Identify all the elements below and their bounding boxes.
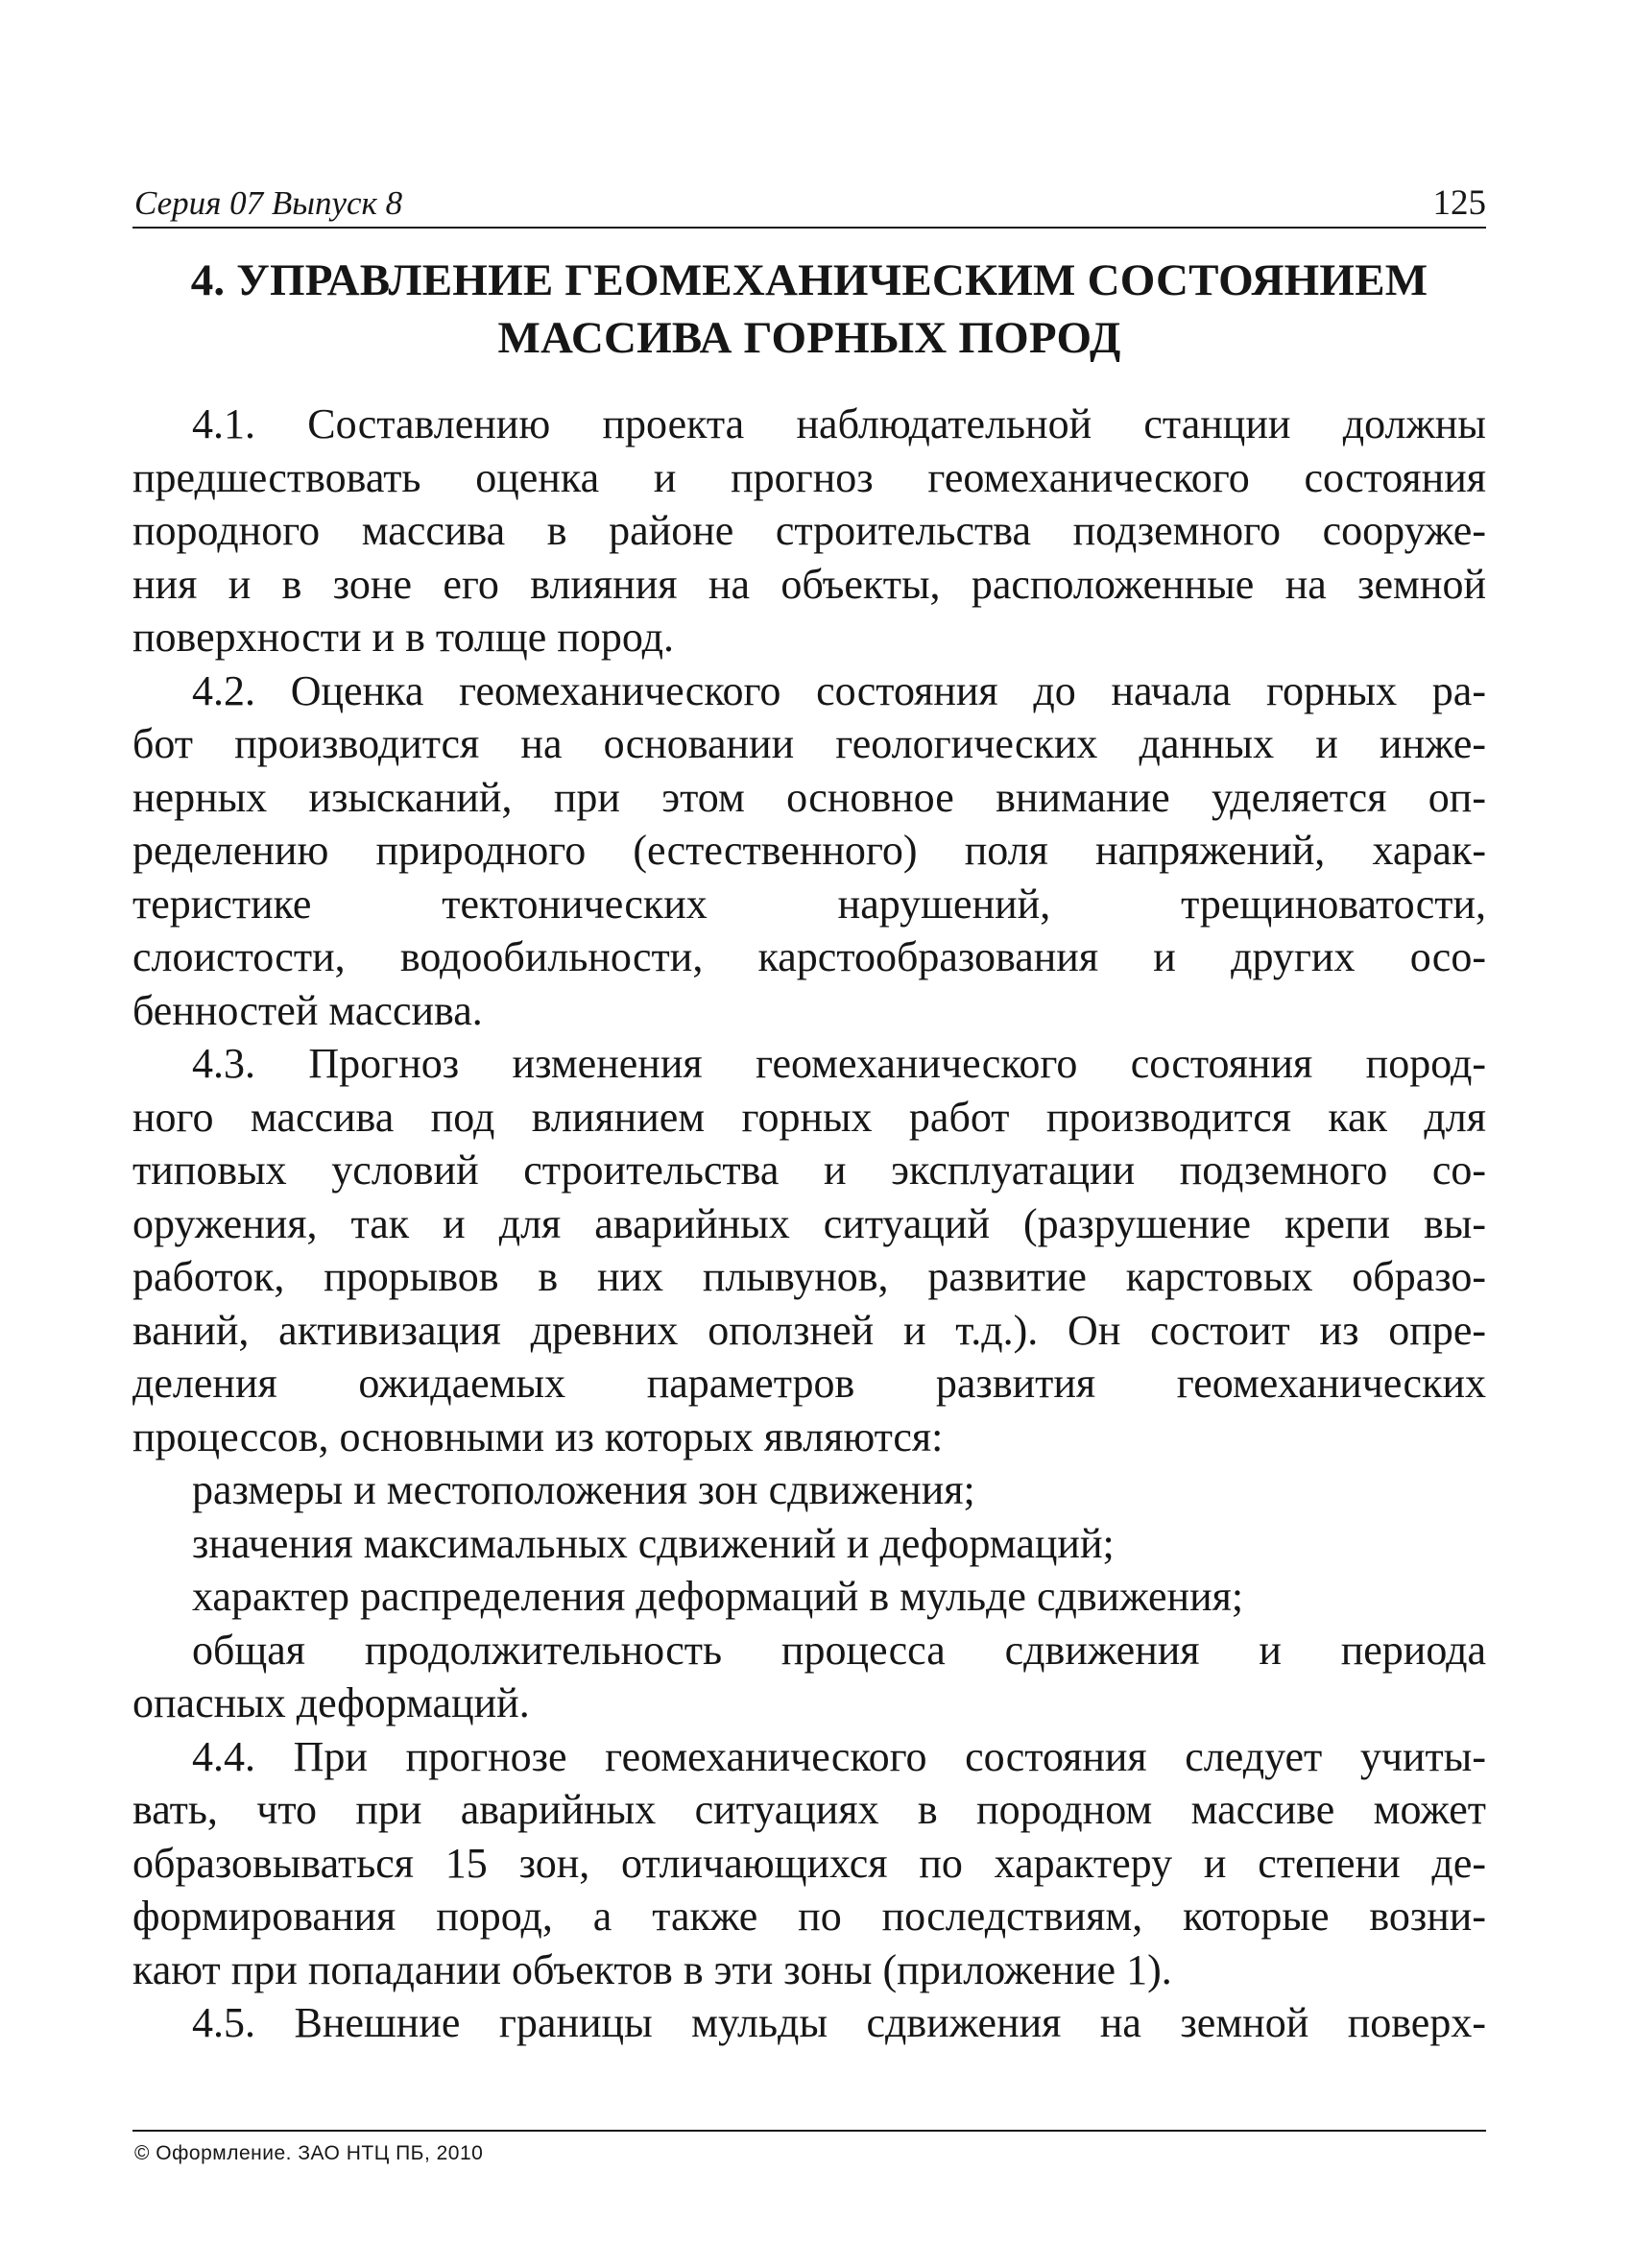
text-line: процессов, основными из которых являются:: [132, 1412, 944, 1460]
section-title: [132, 252, 1486, 367]
text-line: 4.3. Прогноз изменения геомеханического состояния пород-: [192, 1040, 1486, 1087]
text-line: 4.2. Оценка геомеханического состояния до начала горных ра-: [192, 666, 1486, 714]
text-line: ределению природного (естественного) поля напряжений, харак-: [132, 827, 1486, 874]
list-item: общая продолжительность процесса сдвижения и периода: [192, 1626, 1486, 1674]
paragraph-4-2: [132, 664, 1486, 1038]
paragraph-4-5: [132, 1996, 1486, 2050]
text-line: 4.5. Внешние границы мульды сдвижения на земной поверх-: [192, 1999, 1486, 2046]
text-line: нерных изысканий, при этом основное внимание уделяется оп-: [132, 773, 1486, 821]
text-line: формирования пород, а также по последствиям, которые возни-: [132, 1893, 1486, 1940]
forecast-parameters-list: [132, 1463, 1486, 1730]
section-title-line-1: 4. УПРАВЛЕНИЕ ГЕОМЕХАНИЧЕСКИМ СОСТОЯНИЕМ: [190, 255, 1428, 305]
text-line: образовываться 15 зон, отличающихся по характеру и степени де-: [132, 1839, 1486, 1887]
text-line: работок, прорывов в них плывунов, развитие карстовых образо-: [132, 1253, 1486, 1300]
list-item: размеры и местоположения зон сдвижения;: [192, 1466, 975, 1513]
list-item: значения максимальных сдвижений и деформаций;: [192, 1519, 1115, 1567]
text-line: ного массива под влиянием горных работ производится как для: [132, 1093, 1486, 1141]
section-title-line-2: МАССИВА ГОРНЫХ ПОРОД: [497, 313, 1121, 363]
copyright-notice: © Оформление. ЗАО НТЦ ПБ, 2010: [134, 2142, 484, 2164]
paragraph-4-1: [132, 398, 1486, 664]
list-item: характер распределения деформаций в мульде сдвижения;: [192, 1573, 1244, 1620]
text-line: кают при попадании объектов в эти зоны (приложение 1).: [132, 1945, 1172, 1993]
text-line: бот производится на основании геологических данных и инже-: [132, 720, 1486, 767]
page-footer: [132, 2130, 1486, 2164]
text-line: бенностей массива.: [132, 986, 483, 1034]
list-item-continuation: опасных деформаций.: [132, 1679, 530, 1726]
text-line: породного массива в районе строительства подземного сооруже-: [132, 507, 1486, 554]
body-text: [132, 398, 1486, 2050]
document-page: [132, 0, 1486, 2268]
paragraph-4-4: [132, 1730, 1486, 1997]
text-line: деления ожидаемых параметров развития геомеханических: [132, 1360, 1486, 1407]
text-line: ния и в зоне его влияния на объекты, расположенные на земной: [132, 560, 1486, 608]
page-number: 125: [1432, 183, 1486, 223]
running-header: [132, 181, 1486, 229]
text-line: предшествовать оценка и прогноз геомеханического состояния: [132, 453, 1486, 501]
text-line: 4.1. Составлению проекта наблюдательной станции должны: [192, 400, 1486, 447]
text-line: ваний, активизация древних оползней и т.д.). Он состоит из опре-: [132, 1306, 1486, 1354]
text-line: 4.4. При прогнозе геомеханического состояния следует учиты-: [192, 1732, 1486, 1780]
series-issue-label: Серия 07 Выпуск 8: [134, 184, 403, 222]
text-line: слоистости, водообильности, карстообразования и других осо-: [132, 933, 1486, 980]
text-line: поверхности и в толще пород.: [132, 614, 674, 661]
text-line: вать, что при аварийных ситуациях в породном массиве может: [132, 1786, 1486, 1833]
text-line: оружения, так и для аварийных ситуаций (разрушение крепи вы-: [132, 1199, 1486, 1247]
paragraph-4-3: [132, 1037, 1486, 1463]
text-line: теристике тектонических нарушений, трещиноватости,: [132, 880, 1486, 928]
text-line: типовых условий строительства и эксплуатации подземного со-: [132, 1146, 1486, 1194]
